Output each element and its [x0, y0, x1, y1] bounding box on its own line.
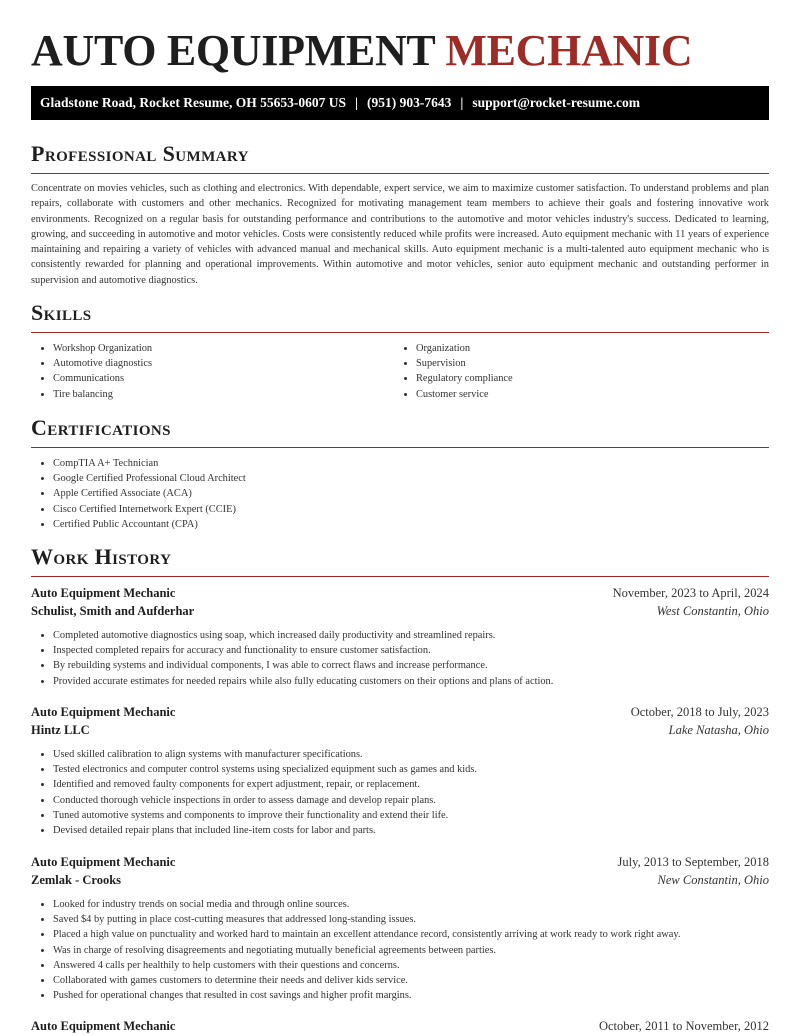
contact-separator: | — [460, 95, 464, 110]
job-company: Hintz LLC — [31, 723, 90, 737]
job-duty-item: • Looked for industry trends on social media and through online sources. — [53, 897, 769, 912]
title-name: AUTO EQUIPMENT — [31, 26, 435, 75]
job-company: Schulist, Smith and Aufderhar — [31, 604, 195, 618]
job-duty-item: • Completed automotive diagnostics using soap, which increased daily productivity and streamlined repairs. — [53, 628, 769, 643]
job-duty-item: • Conducted thorough vehicle inspections in order to assess damage and develop repair plans. — [53, 793, 769, 808]
contact-address: Gladstone Road, Rocket Resume, OH 55653-0607 US — [40, 95, 346, 110]
skill-item: • Automotive diagnostics — [53, 356, 394, 371]
contact-phone[interactable]: (951) 903-7643 — [366, 95, 452, 110]
skill-item: • Tire balancing — [53, 387, 394, 402]
page-title — [31, 26, 692, 76]
job-duty-item: • Placed a high value on punctuality and worked hard to maintain an excellent attendance record, consistently arriving at work ready to work right away. — [53, 927, 769, 942]
job-duty-item: • Devised detailed repair plans that included line-item costs for labor and parts. — [53, 823, 769, 838]
summary-text: Concentrate on movies vehicles, such as clothing and electronics. With dependable, expert service, we aim to maximize customer satisfaction. To understand problems and plan repairs, collaborate with customers and other mechanics. Recognized for motivating management team members to achieve their goals and fostering innovative work environments. Recognized on a regular basis for outstanding performance and contributions to the automotive and motor vehicles industry's success. Dedicated to learning, growing, and succeeding in automotive and motor vehicles. Costs were consistently reduced while profits were increased. Auto equipment mechanic with 11 years of experience maintaining and repairing a variety of vehicles with advanced manual and mechanical skills. Auto equipment mechanic is a multi-talented auto equipment mechanic who is consistently rewarded for planning and operational improvements. Within automotive and motor vehicles, senior auto equipment mechanic and outstanding performer in supervision and automotive diagnostics. — [31, 183, 769, 286]
certification-item: • Cisco Certified Internetwork Expert (CCIE) — [53, 502, 769, 517]
certification-item: • CompTIA A+ Technician — [53, 456, 769, 471]
skills-column-right — [394, 341, 757, 402]
job-location: West Constantin, Ohio — [656, 604, 769, 618]
job-duty-item: • Collaborated with games customers to determine their needs and deliver kids service. — [53, 973, 769, 988]
job-location: Lake Natasha, Ohio — [668, 723, 769, 737]
summary-heading: Professional Summary — [31, 141, 769, 174]
skill-item: • Organization — [416, 341, 757, 356]
certification-item: • Google Certified Professional Cloud Architect — [53, 471, 769, 486]
job-duty-item: • By rebuilding systems and individual components, I was able to correct flaws and increase performance. — [53, 658, 769, 673]
job-dates: July, 2013 to September, 2018 — [617, 855, 769, 869]
certification-item: • Apple Certified Associate (ACA) — [53, 486, 769, 501]
job-duties — [31, 747, 769, 838]
work-history-heading: Work History — [31, 544, 769, 577]
job-title: Auto Equipment Mechanic — [31, 1019, 176, 1033]
job-location: New Constantin, Ohio — [657, 873, 769, 887]
job-duty-item: • Saved $4 by putting in place cost-cutting measures that addressed long-standing issues. — [53, 912, 769, 927]
job-subheader — [31, 723, 769, 738]
contact-bar — [31, 86, 769, 120]
skills-heading: Skills — [31, 300, 769, 333]
contact-email[interactable]: support@rocket-resume.com — [472, 95, 640, 110]
job-duty-item: • Pushed for operational changes that resulted in cost savings and higher profit margins. — [53, 988, 769, 1003]
skills-column-left — [31, 341, 394, 402]
job-title: Auto Equipment Mechanic — [31, 855, 176, 869]
job-duties — [31, 628, 769, 689]
job-title: Auto Equipment Mechanic — [31, 705, 176, 719]
job-header — [31, 1019, 769, 1034]
skill-item: • Supervision — [416, 356, 757, 371]
contact-separator: | — [355, 95, 358, 110]
job-duty-item: • Answered 4 calls per healthily to help customers with their questions and concerns. — [53, 958, 769, 973]
job-duties — [31, 897, 769, 1003]
skill-item: • Workshop Organization — [53, 341, 394, 356]
job-duty-item: • Inspected completed repairs for accuracy and functionality to ensure customer satisfaction. — [53, 643, 769, 658]
job-dates: October, 2011 to November, 2012 — [598, 1019, 769, 1033]
job-company: Zemlak - Crooks — [31, 873, 122, 887]
certification-item: • Certified Public Accountant (CPA) — [53, 517, 769, 532]
title-role: MECHANIC — [445, 26, 693, 75]
skills-list — [31, 341, 769, 402]
job-subheader — [31, 604, 769, 619]
job-header — [31, 705, 769, 720]
job-header — [31, 586, 769, 601]
job-dates: November, 2023 to April, 2024 — [612, 586, 769, 600]
skill-item: • Communications — [53, 371, 394, 386]
certifications-heading: Certifications — [31, 415, 769, 448]
job-duty-item: • Provided accurate estimates for needed repairs while also fully educating customers on their options and plans of action. — [53, 674, 769, 689]
skill-item: • Customer service — [416, 387, 757, 402]
job-dates: October, 2018 to July, 2023 — [630, 705, 769, 719]
job-duty-item: • Used skilled calibration to align systems with manufacturer specifications. — [53, 747, 769, 762]
job-duty-item: • Identified and removed faulty components for expert adjustment, repair, or replacement. — [53, 777, 769, 792]
job-subheader — [31, 873, 769, 888]
job-duty-item: • Tested electronics and computer control systems using specialized equipment such as games and kids. — [53, 762, 769, 777]
job-header — [31, 855, 769, 870]
certifications-list — [31, 456, 769, 532]
skill-item: • Regulatory compliance — [416, 371, 757, 386]
job-duty-item: • Tuned automotive systems and components to improve their functionality and extend their life. — [53, 808, 769, 823]
job-title: Auto Equipment Mechanic — [31, 586, 176, 600]
job-duty-item: • Was in charge of resolving disagreements and negotiating mutually beneficial agreements between parties. — [53, 943, 769, 958]
